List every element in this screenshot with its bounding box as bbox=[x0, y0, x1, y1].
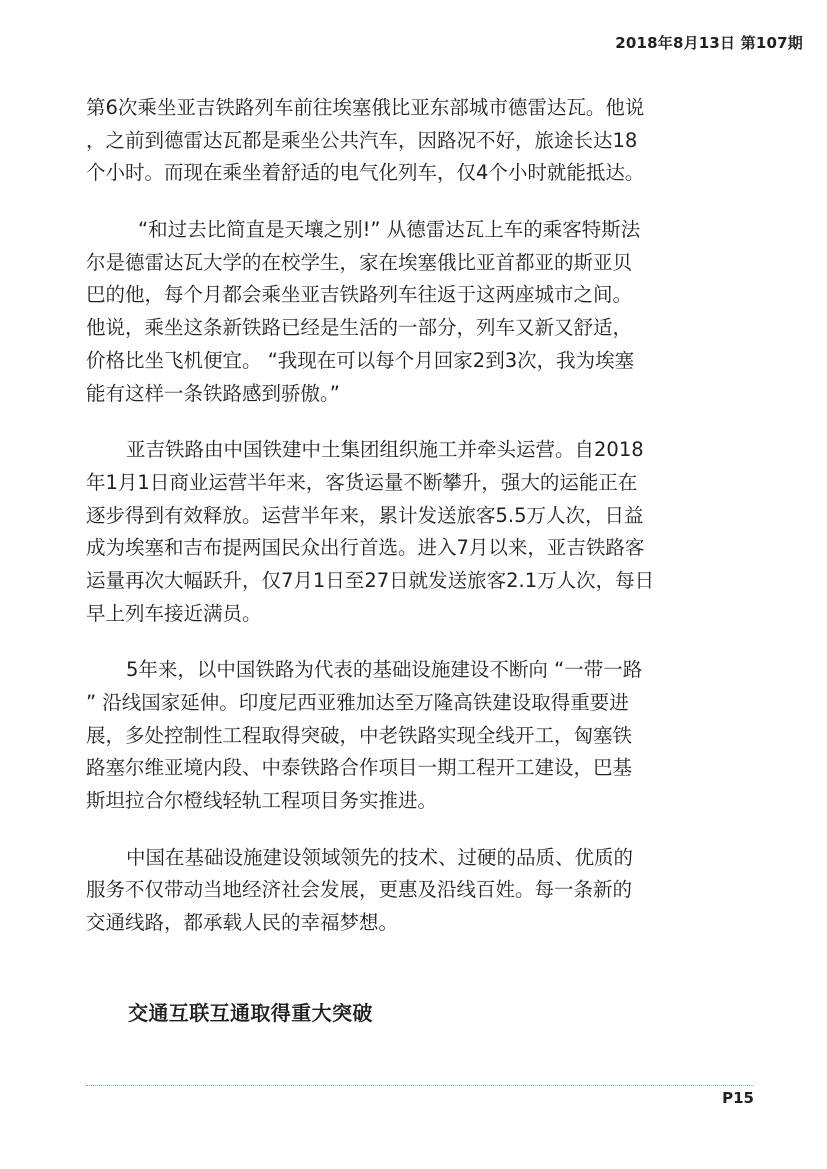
paragraph-line: 亚吉铁路由中国铁建中土集团组织施工并牵头运营。自2018 bbox=[126, 438, 644, 462]
paragraph-line: 中国在基础设施建设领域领先的技术、过硬的品质、优质的 bbox=[126, 845, 634, 869]
page-number: P15 bbox=[722, 1089, 754, 1107]
footer-divider bbox=[86, 1085, 754, 1086]
paragraph-line: 早上列车接近满员。 bbox=[86, 601, 262, 625]
paragraph-line: 斯坦拉合尔橙线轻轨工程项目务实推进。 bbox=[86, 789, 438, 813]
paragraph-line: 逐步得到有效释放。运营半年来，累计发送旅客5.5万人次，日益 bbox=[86, 503, 644, 527]
paragraph-line: 5年来，以中国铁路为代表的基础设施建设不断向 “一带一路 bbox=[126, 658, 643, 682]
paragraph-line: 尔是德雷达瓦大学的在校学生，家在埃塞俄比亚首都亚的斯亚贝 bbox=[86, 250, 633, 274]
paragraph-5 bbox=[86, 842, 754, 940]
paragraph-line: 能有这样一条铁路感到骄傲。” bbox=[86, 381, 340, 405]
paragraph-line: 第6次乘坐亚吉铁路列车前往埃塞俄比亚东部城市德雷达瓦。他说 bbox=[86, 96, 645, 119]
paragraph-line: 他说，乘坐这条新铁路已经是生活的一部分，列车又新又舒适， bbox=[86, 316, 633, 340]
paragraph-line: 年1月1日商业运营半年来，客货运量不断攀升，强大的运能正在 bbox=[86, 470, 638, 494]
paragraph-3 bbox=[86, 434, 754, 630]
section-subheading: 交通互联互通取得重大突破 bbox=[128, 1001, 373, 1025]
paragraph-line: 运量再次大幅跃升，仅7月1日至27日就发送旅客2.1万人次，每日 bbox=[86, 568, 655, 592]
paragraph-1 bbox=[86, 92, 754, 190]
paragraph-line: 成为埃塞和吉布提两国民众出行首选。进入7月以来，亚吉铁路客 bbox=[86, 536, 645, 560]
paragraph-line: 服务不仅带动当地经济社会发展，更惠及沿线百姓。每一条新的 bbox=[86, 878, 633, 902]
paragraph-line: 个小时。而现在乘坐着舒适的电气化列车，仅4个小时就能抵达。 bbox=[86, 161, 645, 185]
paragraph-line: “和过去比简直是天壤之别!” 从德雷达瓦上车的乘客特斯法 bbox=[138, 218, 641, 242]
paragraph-4 bbox=[86, 654, 754, 817]
paragraph-line: ” 沿线国家延伸。印度尼西亚雅加达至万隆高铁建设取得重要进 bbox=[86, 691, 629, 714]
paragraph-line: 价格比坐飞机便宜。 “我现在可以每个月回家2到3次，我为埃塞 bbox=[86, 348, 635, 372]
issue-date-header: 2018年8月13日 第107期 bbox=[615, 34, 803, 52]
paragraph-line: 路塞尔维亚境内段、中泰铁路合作项目一期工程开工建设，巴基 bbox=[86, 756, 633, 780]
article-body bbox=[86, 92, 754, 964]
paragraph-line: ，之前到德雷达瓦都是乘坐公共汽车，因路况不好，旅途长达18 bbox=[86, 128, 638, 152]
paragraph-line: 巴的他，每个月都会乘坐亚吉铁路列车往返于这两座城市之间。 bbox=[86, 283, 633, 307]
paragraph-line: 展，多处控制性工程取得突破，中老铁路实现全线开工，匈塞铁 bbox=[86, 723, 633, 747]
paragraph-2 bbox=[86, 214, 754, 410]
paragraph-line: 交通线路，都承载人民的幸福梦想。 bbox=[86, 911, 399, 935]
